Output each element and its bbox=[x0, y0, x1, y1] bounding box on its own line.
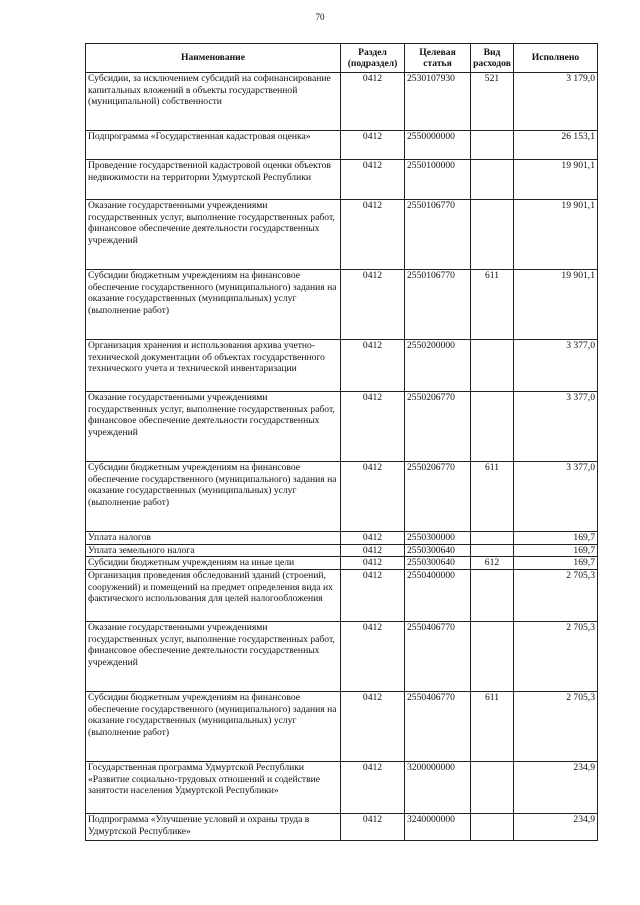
table-row bbox=[86, 622, 598, 692]
cell-name: Оказание государственными учреждениями государственных услуг, выполнение государственных работ, финансовое обеспечение деятельности государственных учреждений bbox=[86, 392, 341, 462]
cell-expense-type bbox=[471, 762, 514, 814]
header-article: Целевая статья bbox=[405, 44, 471, 73]
cell-name: Подпрограмма «Улучшение условий и охраны труда в Удмуртской Республике» bbox=[86, 814, 341, 841]
cell-executed: 2 705,3 bbox=[514, 570, 598, 622]
cell-expense-type: 611 bbox=[471, 462, 514, 532]
table-row bbox=[86, 270, 598, 340]
cell-section: 0412 bbox=[341, 570, 405, 622]
cell-section: 0412 bbox=[341, 532, 405, 545]
cell-expense-type bbox=[471, 160, 514, 200]
table-row bbox=[86, 762, 598, 814]
cell-expense-type bbox=[471, 622, 514, 692]
cell-executed: 3 377,0 bbox=[514, 340, 598, 392]
cell-name: Оказание государственными учреждениями государственных услуг, выполнение государственных работ, финансовое обеспечение деятельности государственных учреждений bbox=[86, 200, 341, 270]
cell-article: 2530107930 bbox=[405, 73, 471, 131]
cell-article: 2550000000 bbox=[405, 131, 471, 160]
cell-executed: 2 705,3 bbox=[514, 692, 598, 762]
cell-name: Субсидии бюджетным учреждениям на финансовое обеспечение государственного (муниципального) задания на оказание государственных (муниципальных) услуг (выполнение работ) bbox=[86, 462, 341, 532]
table-row bbox=[86, 131, 598, 160]
table-row bbox=[86, 544, 598, 557]
cell-name: Уплата земельного налога bbox=[86, 544, 341, 557]
cell-section: 0412 bbox=[341, 622, 405, 692]
table-row bbox=[86, 814, 598, 841]
table-row bbox=[86, 73, 598, 131]
cell-expense-type bbox=[471, 544, 514, 557]
cell-article: 2550206770 bbox=[405, 392, 471, 462]
table-row bbox=[86, 557, 598, 570]
cell-article: 2550200000 bbox=[405, 340, 471, 392]
cell-expense-type: 521 bbox=[471, 73, 514, 131]
cell-executed: 234,9 bbox=[514, 814, 598, 841]
cell-executed: 19 901,1 bbox=[514, 200, 598, 270]
cell-executed: 3 377,0 bbox=[514, 392, 598, 462]
cell-article: 3200000000 bbox=[405, 762, 471, 814]
page-number: 70 bbox=[315, 12, 325, 22]
cell-executed: 19 901,1 bbox=[514, 160, 598, 200]
budget-execution-table bbox=[85, 43, 598, 841]
cell-expense-type bbox=[471, 131, 514, 160]
cell-name: Подпрограмма «Государственная кадастровая оценка» bbox=[86, 131, 341, 160]
cell-name: Государственная программа Удмуртской Республики «Развитие социально-трудовых отношений и содействие занятости населения Удмуртской Республики» bbox=[86, 762, 341, 814]
header-section: Раздел (подраздел) bbox=[341, 44, 405, 73]
cell-section: 0412 bbox=[341, 462, 405, 532]
table-row bbox=[86, 160, 598, 200]
cell-name: Организация проведения обследований зданий (строений, сооружений) и помещений на предмет определения вида их фактического использования для целей налогообложения bbox=[86, 570, 341, 622]
cell-article: 2550100000 bbox=[405, 160, 471, 200]
cell-article: 2550300000 bbox=[405, 532, 471, 545]
table-row bbox=[86, 570, 598, 622]
cell-executed: 169,7 bbox=[514, 544, 598, 557]
cell-section: 0412 bbox=[341, 73, 405, 131]
table-row bbox=[86, 200, 598, 270]
cell-section: 0412 bbox=[341, 131, 405, 160]
table-row bbox=[86, 462, 598, 532]
cell-section: 0412 bbox=[341, 762, 405, 814]
cell-expense-type: 612 bbox=[471, 557, 514, 570]
cell-article: 2550300640 bbox=[405, 544, 471, 557]
cell-executed: 234,9 bbox=[514, 762, 598, 814]
header-name: Наименование bbox=[86, 44, 341, 73]
cell-section: 0412 bbox=[341, 557, 405, 570]
header-expense-type: Вид расходов bbox=[471, 44, 514, 73]
table-body bbox=[86, 73, 598, 841]
cell-name: Оказание государственными учреждениями государственных услуг, выполнение государственных работ, финансовое обеспечение деятельности государственных учреждений bbox=[86, 622, 341, 692]
cell-section: 0412 bbox=[341, 544, 405, 557]
cell-executed: 26 153,1 bbox=[514, 131, 598, 160]
cell-article: 3240000000 bbox=[405, 814, 471, 841]
cell-article: 2550300640 bbox=[405, 557, 471, 570]
cell-executed: 2 705,3 bbox=[514, 622, 598, 692]
cell-expense-type: 611 bbox=[471, 270, 514, 340]
cell-expense-type bbox=[471, 392, 514, 462]
cell-section: 0412 bbox=[341, 814, 405, 841]
cell-article: 2550400000 bbox=[405, 570, 471, 622]
cell-name: Субсидии, за исключением субсидий на софинансирование капитальных вложений в объекты государственной (муниципальной) собственности bbox=[86, 73, 341, 131]
cell-article: 2550406770 bbox=[405, 692, 471, 762]
cell-executed: 3 377,0 bbox=[514, 462, 598, 532]
cell-expense-type bbox=[471, 340, 514, 392]
cell-section: 0412 bbox=[341, 270, 405, 340]
cell-executed: 169,7 bbox=[514, 557, 598, 570]
cell-section: 0412 bbox=[341, 200, 405, 270]
cell-article: 2550206770 bbox=[405, 462, 471, 532]
cell-expense-type: 611 bbox=[471, 692, 514, 762]
cell-executed: 169,7 bbox=[514, 532, 598, 545]
cell-article: 2550106770 bbox=[405, 270, 471, 340]
cell-name: Субсидии бюджетным учреждениям на иные цели bbox=[86, 557, 341, 570]
cell-name: Организация хранения и использования архива учетно-технической документации об объектах государственного технического учета и технической инвентаризации bbox=[86, 340, 341, 392]
cell-expense-type bbox=[471, 532, 514, 545]
cell-article: 2550406770 bbox=[405, 622, 471, 692]
cell-expense-type bbox=[471, 814, 514, 841]
table-row bbox=[86, 532, 598, 545]
cell-section: 0412 bbox=[341, 392, 405, 462]
table-row bbox=[86, 340, 598, 392]
cell-section: 0412 bbox=[341, 692, 405, 762]
cell-name: Субсидии бюджетным учреждениям на финансовое обеспечение государственного (муниципального) задания на оказание государственных (муниципальных) услуг (выполнение работ) bbox=[86, 692, 341, 762]
cell-name: Проведение государственной кадастровой оценки объектов недвижимости на территории Удмуртской Республики bbox=[86, 160, 341, 200]
cell-section: 0412 bbox=[341, 340, 405, 392]
cell-expense-type bbox=[471, 570, 514, 622]
header-executed: Исполнено bbox=[514, 44, 598, 73]
table-row bbox=[86, 392, 598, 462]
cell-expense-type bbox=[471, 200, 514, 270]
cell-executed: 19 901,1 bbox=[514, 270, 598, 340]
cell-executed: 3 179,0 bbox=[514, 73, 598, 131]
cell-name: Субсидии бюджетным учреждениям на финансовое обеспечение государственного (муниципального) задания на оказание государственных (муниципальных) услуг (выполнение работ) bbox=[86, 270, 341, 340]
cell-name: Уплата налогов bbox=[86, 532, 341, 545]
table-row bbox=[86, 692, 598, 762]
cell-section: 0412 bbox=[341, 160, 405, 200]
cell-article: 2550106770 bbox=[405, 200, 471, 270]
table-header-row bbox=[86, 44, 598, 73]
